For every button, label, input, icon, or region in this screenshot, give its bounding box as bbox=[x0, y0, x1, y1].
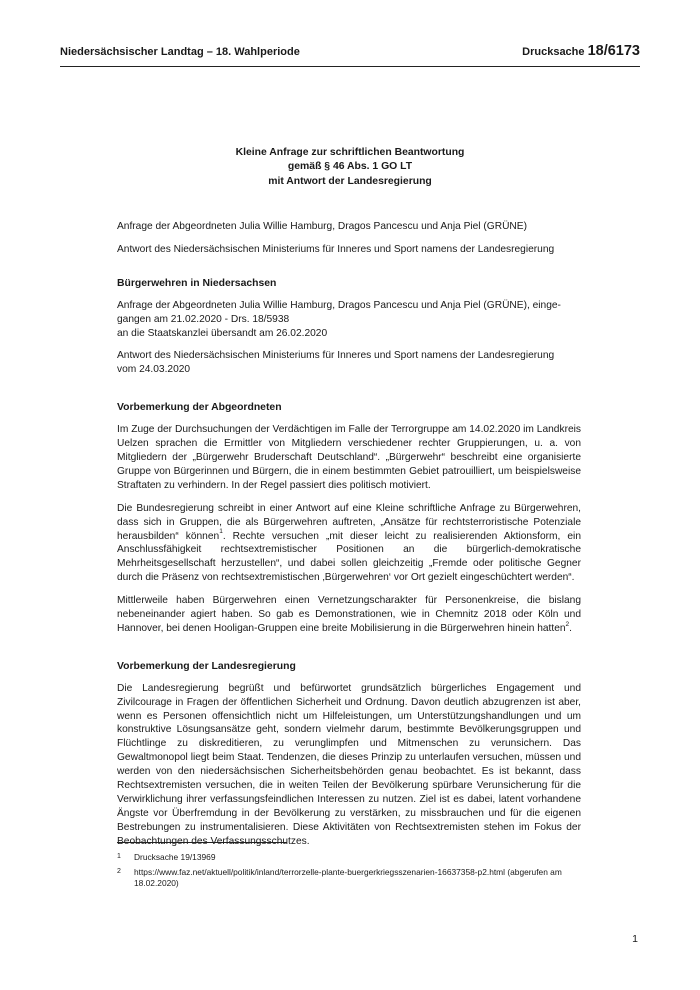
page-number: 1 bbox=[632, 933, 638, 945]
subject-inquiry bbox=[117, 299, 581, 341]
subject-answer-line-2: vom 24.03.2020 bbox=[117, 364, 191, 376]
document-number-label: Drucksache bbox=[522, 46, 585, 58]
subject-inquiry-line-2: gangen am 21.02.2020 - Drs. 18/5938 bbox=[117, 313, 290, 325]
deputies-paragraph-2-text-a: Die Bundesregierung schreibt in einer Antwort auf eine Kleine schriftliche Anfrage zu Bürgerwehren, dass sich in Gruppen, die als Bürgerwehren auftreten, „Ansätze für rechtsterroristische Potenziale herausbilden“ können bbox=[117, 502, 581, 542]
subject-heading: Bürgerwehren in Niedersachsen bbox=[117, 277, 277, 289]
footnote-ref-1: 1 bbox=[219, 528, 223, 536]
footnote-1 bbox=[117, 852, 581, 864]
government-paragraph-1: Die Landesregierung begrüßt und befürwortet grundsätzlich bürgerliches Engagement und Zivilcourage in Fragen der öffentlichen Sicherheit und Ordnung. Davon deutlich abzugrenzen ist aber, wenn es Personen offensichtlich nicht um Hilfeleistungen, um Unterstützungshandlungen und um konstruktive Lösungsansätze geht, sondern vielmehr darum, bestimmte Bevölkerungsgruppen und Flüchtlinge zu diskreditieren, zu verunglimpfen und Mitmenschen zu verunsichern. Das Gewaltmonopol liegt beim Staat. Tendenzen, die dieses Prinzip zu unterlaufen versuchen, müssen und werden von den niedersächsischen Sicherheitsbehörden genau beobachtet. Es ist bekannt, dass Rechtsextremisten versuchen, die in weiten Teilen der Bevölkerung spürbare Verunsicherung für die Verwirklichung ihrer verfassungsfeindlichen Interessen zu nutzen. Ziel ist es dabei, latent vorhandene Ängste vor Überfremdung in der Bevölkerung zu verstärken, zu missbrauchen und für die eigenen Bestrebungen zu instrumentalisieren. Diese Aktivitäten von Rechtsextremisten stehen im Fokus der Beobachtungen des Verfassungsschutzes. bbox=[117, 682, 581, 847]
government-heading: Vorbemerkung der Landesregierung bbox=[117, 660, 296, 672]
document-number bbox=[522, 43, 640, 59]
document-body bbox=[117, 220, 581, 858]
subject-answer bbox=[117, 349, 581, 377]
document-number-value: 18/6173 bbox=[587, 43, 640, 59]
footnote-2-text: https://www.faz.net/aktuell/politik/inland/terrorzelle-plante-buergerkriegsszenarien-16637358-p2.html (abgerufen am 18.02.2020) bbox=[134, 866, 562, 888]
deputies-paragraph-2 bbox=[117, 502, 581, 585]
parliament-name: Niedersächsischer Landtag – 18. Wahlperiode bbox=[60, 46, 300, 58]
intro-inquiry: Anfrage der Abgeordneten Julia Willie Hamburg, Dragos Pancescu und Anja Piel (GRÜNE) bbox=[117, 221, 527, 232]
intro-answer: Antwort des Niedersächsischen Ministeriums für Inneres und Sport namens der Landesregierung bbox=[117, 243, 555, 255]
deputies-paragraph-3 bbox=[117, 594, 581, 636]
footnote-1-text: Drucksache 19/13969 bbox=[134, 852, 216, 862]
title-line-1: Kleine Anfrage zur schriftlichen Beantwortung bbox=[235, 147, 465, 158]
deputies-paragraph-3-text-a: Mittlerweile haben Bürgerwehren einen Vernetzungscharakter für Personenkreise, die bislang nebeneinander agiert haben. So gab es Demonstrationen, wie in Chemnitz 2018 oder Köln und Hannover, bei denen Hooligan-Gruppen eine breite Mobilisierung in die Bürgerwehren hinein hatten bbox=[117, 595, 581, 634]
footnote-2-number: 2 bbox=[117, 867, 121, 875]
page-header bbox=[60, 44, 640, 67]
footnotes bbox=[117, 852, 581, 893]
title-line-3: mit Antwort der Landesregierung bbox=[268, 175, 432, 187]
subject-inquiry-line-3: an die Staatskanzlei übersandt am 26.02.2020 bbox=[117, 327, 328, 339]
footnote-divider bbox=[117, 842, 287, 843]
deputies-paragraph-3-text-b: . bbox=[569, 622, 573, 634]
document-title bbox=[60, 146, 640, 189]
footnote-2 bbox=[117, 867, 581, 890]
deputies-paragraph-2-text-b: . Rechte versuchen „mit dieser leicht zu realisierenden Aktionsform, ein Anschlussfähigkeit rechtsextremistischer Positionen an die bürgerlich-demokratische Mehrheitsgesellschaft herzustellen“, und dabei sollen gleichzeitig „Fremde oder politische Gegner durch die Präsenz von rechtsextremistischen ‚Bürgerwehren‘ vor Ort gezielt eingeschüchtert werden“. bbox=[117, 530, 581, 584]
subject-inquiry-line-1: Anfrage der Abgeordneten Julia Willie Hamburg, Dragos Pancescu und Anja Piel (GRÜNE), einge- bbox=[117, 299, 561, 311]
deputies-paragraph-1: Im Zuge der Durchsuchungen der Verdächtigen im Falle der Terrorgruppe am 14.02.2020 im Landkreis Uelzen sprachen die Ermittler von Mitgliedern verschiedener rechter Gruppierungen, u. a. von Mitgliedern der „Bürgerwehr Bruderschaft Deutschland“. „Bürgerwehr“ beschreibt eine organisierte Gruppe von Bürgerinnen und Bürgern, die in einem bestimmten Gebiet patrouilliert, um beispielsweise Straftaten zu verhindern. In der Regel passiert dies politisch motiviert. bbox=[117, 424, 581, 491]
footnote-ref-2: 2 bbox=[565, 620, 570, 628]
title-line-2: gemäß § 46 Abs. 1 GO LT bbox=[287, 161, 413, 173]
footnote-1-number: 1 bbox=[117, 853, 121, 860]
subject-answer-line-1: Antwort des Niedersächsischen Ministeriums für Inneres und Sport namens der Landesregierung bbox=[117, 350, 555, 362]
deputies-heading: Vorbemerkung der Abgeordneten bbox=[117, 402, 282, 414]
